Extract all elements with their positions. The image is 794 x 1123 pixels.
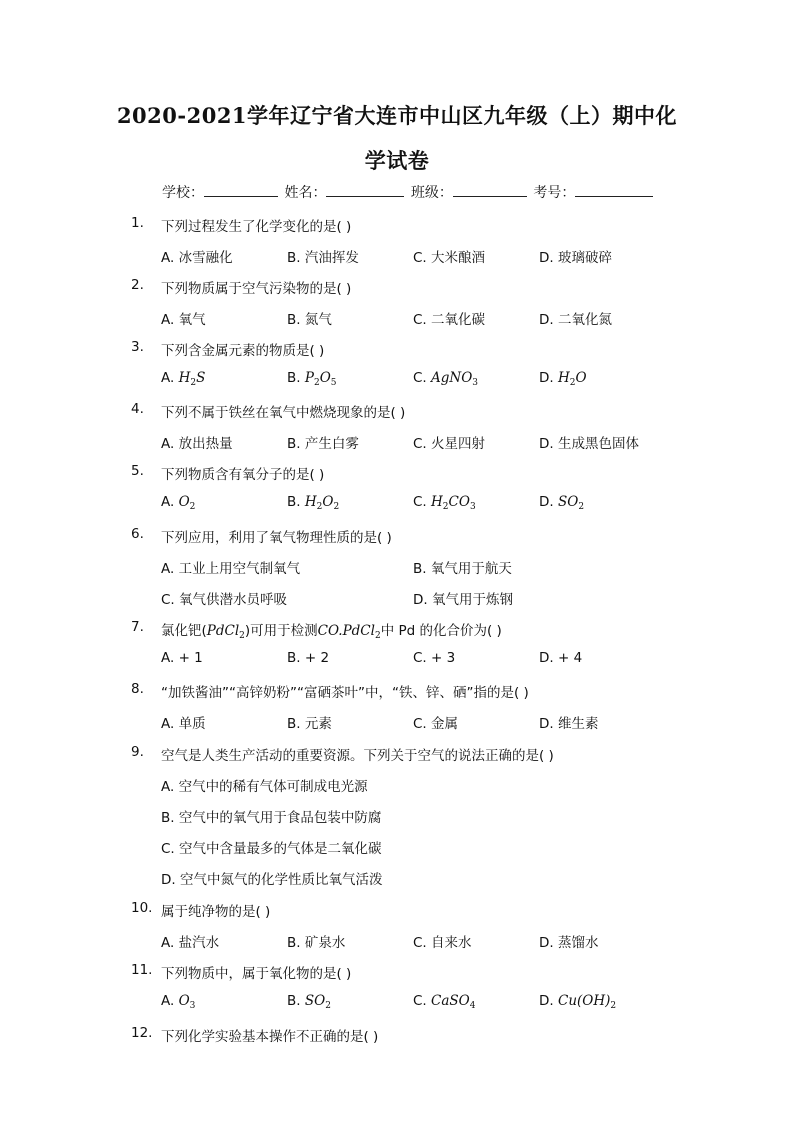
option-b[interactable] [287, 993, 331, 1011]
question-text: 空气是人类生产活动的重要资源。下列关于空气的说法正确的是( ) [161, 748, 554, 764]
option-c[interactable] [413, 370, 478, 388]
question-number: 10. [131, 900, 153, 916]
option-b[interactable]: B. 氮气 [287, 312, 332, 328]
option-a[interactable]: A. 放出热量 [161, 436, 233, 452]
formula: $P_2O_5$ [304, 370, 337, 388]
exam-title-line1: 2020-2021学年辽宁省大连市中山区九年级（上）期中化 [116, 103, 678, 128]
option-letter: B. [287, 370, 301, 386]
option-b[interactable]: B. 氧气用于航天 [413, 561, 512, 577]
option-b[interactable]: B. 产生白雾 [287, 436, 359, 452]
question-text: 氯化钯(PdCl$_2$)可用于检测CO.PdCl$_2$中 Pd 的化合价为( ) [161, 623, 502, 641]
formula: $SO_2$ [304, 993, 331, 1011]
question-number: 12. [131, 1025, 153, 1041]
option-c[interactable]: C. 氧气供潜水员呼吸 [161, 592, 288, 608]
option-letter: D. [539, 993, 554, 1009]
option-d[interactable]: D. 氧气用于炼钢 [413, 592, 513, 608]
formula: AgNO$_3$ [431, 370, 479, 388]
question-text: 下列物质含有氧分子的是( ) [161, 467, 325, 483]
question-number: 5. [131, 463, 144, 479]
option-a[interactable]: A. 氧气 [161, 312, 206, 328]
question-text: 属于纯净物的是( ) [161, 904, 271, 920]
option-b[interactable] [287, 494, 339, 512]
option-letter: A. [161, 494, 175, 510]
exam-no-blank[interactable] [575, 182, 653, 197]
option-letter: B. [287, 494, 301, 510]
option-letter: A. [161, 993, 175, 1009]
formula: $H_2O_2$ [304, 494, 340, 512]
option-a[interactable]: A. 工业上用空气制氧气 [161, 561, 301, 577]
option-c[interactable]: C. 自来水 [413, 935, 472, 951]
option-letter: B. [287, 993, 301, 1009]
option-d[interactable]: D. 空气中氮气的化学性质比氧气活泼 [161, 872, 383, 888]
question-number: 1. [131, 215, 144, 231]
option-letter: C. [413, 370, 427, 386]
option-d[interactable]: D. + 4 [539, 650, 583, 666]
formula: $O_2$ [178, 494, 196, 512]
option-c[interactable]: C. 金属 [413, 716, 459, 732]
formula: CaSO$_4$ [431, 993, 476, 1011]
question-number: 2. [131, 277, 144, 293]
option-c[interactable] [413, 494, 476, 512]
option-b[interactable]: B. 元素 [287, 716, 332, 732]
class-label: 班级： [410, 185, 453, 201]
option-a[interactable] [161, 494, 195, 512]
option-b[interactable] [287, 370, 337, 388]
question-number: 9. [131, 744, 144, 760]
question-number: 8. [131, 681, 144, 697]
student-info-row [162, 182, 655, 202]
option-a[interactable]: A. 空气中的稀有气体可制成电光源 [161, 779, 368, 795]
name-label: 姓名： [284, 185, 327, 201]
option-letter: A. [161, 370, 175, 386]
option-b[interactable]: B. + 2 [287, 650, 330, 666]
option-c[interactable]: C. + 3 [413, 650, 456, 666]
option-d[interactable]: D. 玻璃破碎 [539, 250, 612, 266]
option-d[interactable] [539, 370, 587, 388]
option-d[interactable] [539, 494, 584, 512]
question-number: 6. [131, 526, 144, 542]
option-a[interactable] [161, 993, 195, 1011]
option-d[interactable]: D. 生成黑色固体 [539, 436, 639, 452]
option-a[interactable]: A. 冰雪融化 [161, 250, 233, 266]
formula: $H_2O$ [557, 370, 587, 388]
question-text: 下列物质中，属于氧化物的是( ) [161, 966, 352, 982]
question-number: 11. [131, 962, 153, 978]
option-b[interactable]: B. 空气中的氧气用于食品包装中防腐 [161, 810, 382, 826]
formula: $H_2S$ [178, 370, 206, 388]
formula: $O_3$ [178, 993, 196, 1011]
option-a[interactable]: A. + 1 [161, 650, 203, 666]
option-c[interactable] [413, 993, 475, 1011]
option-d[interactable] [539, 993, 616, 1011]
option-b[interactable]: B. 矿泉水 [287, 935, 346, 951]
school-label: 学校： [162, 185, 204, 201]
question-text: 下列应用，利用了氧气物理性质的是( ) [161, 530, 392, 546]
question-number: 7. [131, 619, 144, 635]
formula: $H_2CO_3$ [431, 494, 476, 512]
option-b[interactable]: B. 汽油挥发 [287, 250, 359, 266]
question-text: 下列含金属元素的物质是( ) [161, 343, 325, 359]
option-a[interactable] [161, 370, 205, 388]
formula: $Cu(OH)_2$ [557, 993, 617, 1011]
option-letter: C. [413, 494, 427, 510]
option-a[interactable]: A. 盐汽水 [161, 935, 220, 951]
name-blank[interactable] [326, 182, 404, 197]
option-letter: D. [539, 494, 554, 510]
question-number: 4. [131, 401, 144, 417]
option-c[interactable]: C. 火星四射 [413, 436, 486, 452]
exam-no-label: 考号： [533, 185, 576, 201]
exam-title-line2: 学试卷 [364, 148, 430, 173]
option-c[interactable]: C. 空气中含量最多的气体是二氧化碳 [161, 841, 382, 857]
question-text: “加铁酱油”“高锌奶粉”“富硒茶叶”中，“铁、锌、硒”指的是( ) [161, 685, 529, 701]
option-c[interactable]: C. 大米酿酒 [413, 250, 486, 266]
question-text: 下列物质属于空气污染物的是( ) [161, 281, 352, 297]
question-number: 3. [131, 339, 144, 355]
option-a[interactable]: A. 单质 [161, 716, 206, 732]
option-c[interactable]: C. 二氧化碳 [413, 312, 486, 328]
option-letter: D. [539, 370, 554, 386]
class-blank[interactable] [453, 182, 527, 197]
question-text: 下列不属于铁丝在氧气中燃烧现象的是( ) [161, 405, 406, 421]
school-blank[interactable] [204, 182, 278, 197]
option-d[interactable]: D. 蒸馏水 [539, 935, 599, 951]
option-d[interactable]: D. 维生素 [539, 716, 599, 732]
question-text: 下列过程发生了化学变化的是( ) [161, 219, 352, 235]
option-d[interactable]: D. 二氧化氮 [539, 312, 612, 328]
formula: $SO_2$ [557, 494, 585, 512]
option-letter: C. [413, 993, 427, 1009]
question-text: 下列化学实验基本操作不正确的是( ) [161, 1029, 379, 1045]
